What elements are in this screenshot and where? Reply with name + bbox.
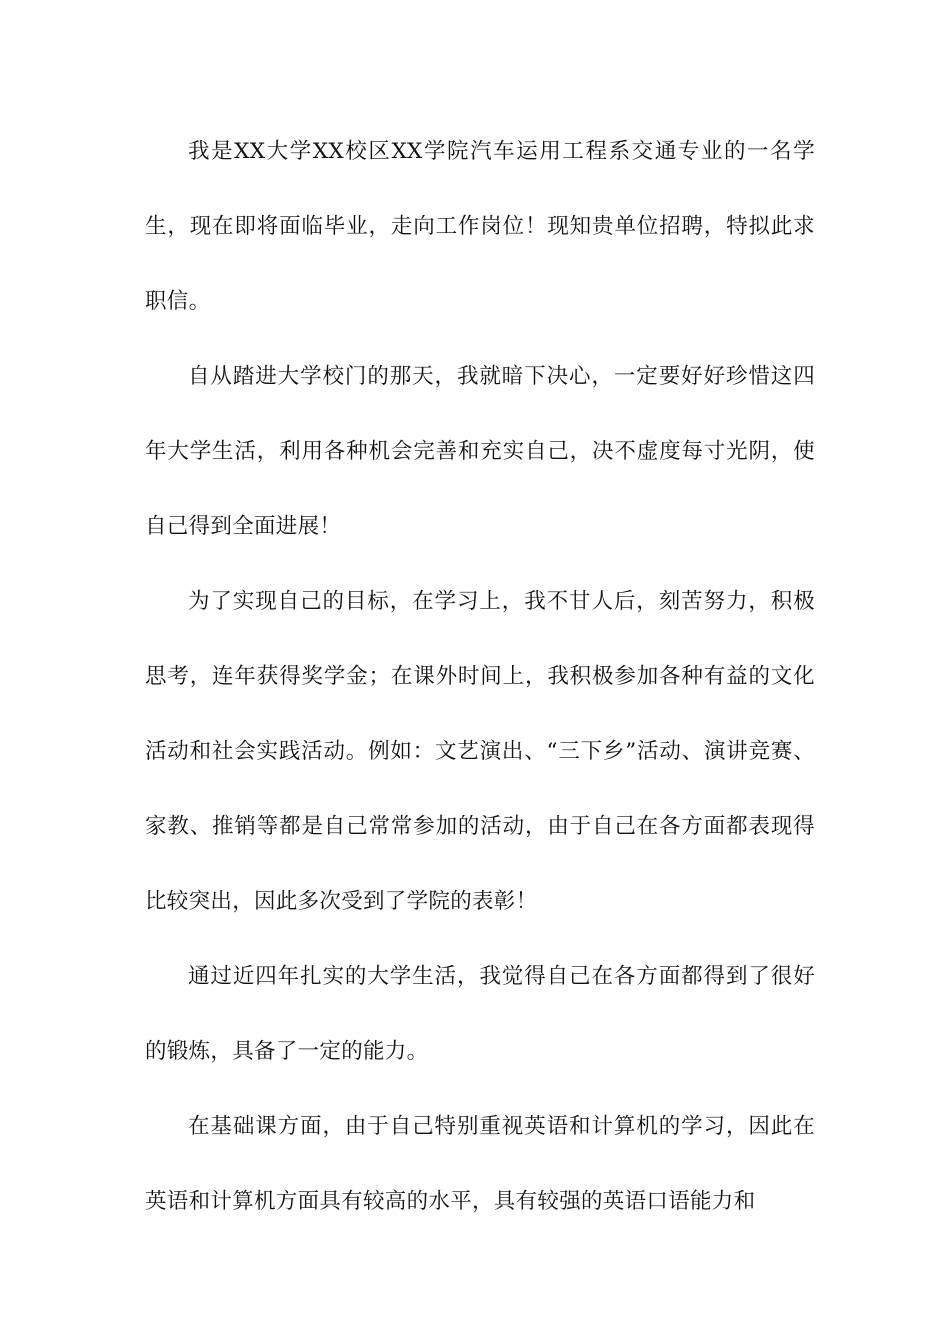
letter-body: [145, 114, 815, 1239]
paragraph-intro: 我是XX大学XX校区XX学院汽车运用工程系交通专业的一名学生，现在即将面临毕业，走向工作岗位！现知贵单位招聘，特拟此求职信。: [145, 139, 815, 314]
paragraph-achievements: 为了实现自己的目标，在学习上，我不甘人后，刻苦努力，积极思考，连年获得奖学金；在课外时间上，我积极参加各种有益的文化活动和社会实践活动。例如：文艺演出、“三下乡”活动、演讲竞赛、家教、推销等都是自己常常参加的活动，由于自己在各方面都表现得比较突出，因此多次受到了学院的表彰！: [145, 589, 815, 914]
paragraph-skills: 在基础课方面，由于自己特别重视英语和计算机的学习，因此在英语和计算机方面具有较高的水平，具有较强的英语口语能力和: [145, 1114, 815, 1214]
paragraph-summary: 通过近四年扎实的大学生活，我觉得自己在各方面都得到了很好的锻炼，具备了一定的能力。: [145, 964, 815, 1064]
paragraph-resolution: 自从踏进大学校门的那天，我就暗下决心，一定要好好珍惜这四年大学生活，利用各种机会完善和充实自己，决不虚度每寸光阴，使自己得到全面进展！: [145, 364, 815, 539]
